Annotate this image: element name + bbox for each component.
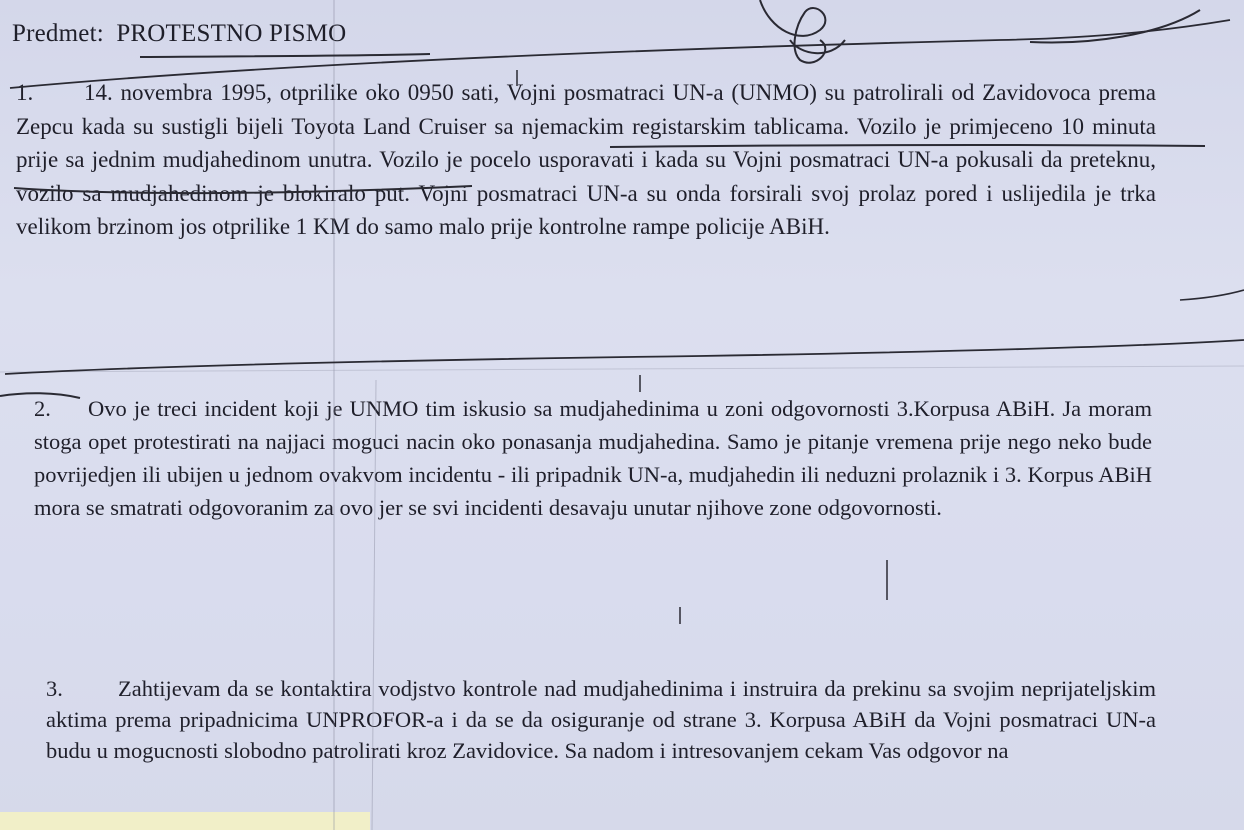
subject-label: Predmet: bbox=[12, 20, 104, 47]
paragraph-text: Ovo je treci incident koji je UNMO tim iskusio sa mudjahedinima u zoni odgovornosti 3.Korpusa ABiH. Ja moram stoga opet protestirati na najjaci moguci nacin oko ponasanja mudjahedina. Samo je pitanje vremena prije nego neko bude povrijedjen ili ubijen u jednom ovakvom incidentu - ili pripadnik UN-a, mudjahedin ili neduzni prolaznik i 3. Korpus ABiH mora se smatrati odgovoranim za ovo jer se svi incidenti desavaju unutar njihove zone odgovornosti. bbox=[34, 396, 1152, 520]
subject-line bbox=[12, 20, 346, 48]
right-margin-mark bbox=[1180, 290, 1244, 300]
paragraph-number: 2. bbox=[34, 396, 51, 421]
fold-line-horizontal bbox=[0, 366, 1244, 372]
paragraph-number: 3. bbox=[46, 676, 63, 701]
paragraph-text: Zahtijevam da se kontaktira vodjstvo kontrole nad mudjahedinima i instruira da prekinu sa svojim neprijateljskim aktima prema pripadnicima UNPROFOR-a i da se da osiguranje od strane 3. Korpusa ABiH da Vojni posmatraci UN-a budu u mogucnosti slobodno patrolirati kroz Zavidovice. Sa nadom i intresovanjem cekam Vas odgovor na bbox=[46, 676, 1156, 763]
signature-scribble bbox=[760, 0, 845, 63]
sticky-note bbox=[0, 812, 370, 830]
separator-pen-line bbox=[5, 340, 1244, 374]
paragraph-3 bbox=[46, 673, 1156, 766]
subject-underline bbox=[140, 54, 430, 57]
paragraph-text: 14. novembra 1995, otprilike oko 0950 sati, Vojni posmatraci UN-a (UNMO) su patrolirali od Zavidovoca prema Zepcu kada su sustigli bijeli Toyota Land Cruiser sa njemackim registarskim tablicama. Vozilo je primjeceno 10 minuta prije sa jednim mudjahedinom unutra. Vozilo je pocelo usporavati i kada su Vojni posmatraci UN-a pokusali da preteknu, vozilo sa mudjahedinom je blokiralo put. Vojni posmatraci UN-a su onda forsirali svoj prolaz pored i uslijedila je trka velikom brzinom jos otprilike 1 KM do samo malo prije kontrolne rampe policije ABiH. bbox=[16, 80, 1156, 239]
top-right-curve bbox=[1030, 10, 1200, 43]
paragraph-number: 1. bbox=[16, 80, 34, 105]
subject-value: PROTESTNO PISMO bbox=[116, 20, 347, 47]
paragraph-1 bbox=[16, 76, 1156, 244]
paragraph-2 bbox=[34, 392, 1152, 524]
